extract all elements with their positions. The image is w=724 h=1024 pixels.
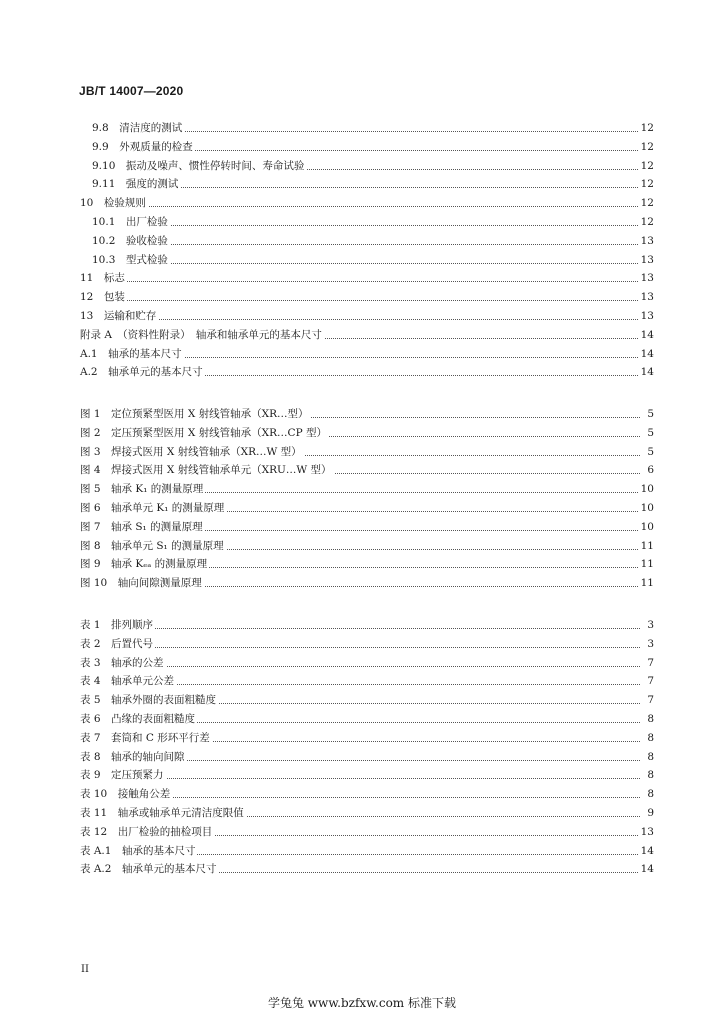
toc-entry-page: 5 [647, 445, 654, 458]
toc-entry-page: 8 [647, 788, 654, 801]
toc-entry-label: 表 3 轴承的公差 [80, 656, 164, 669]
toc-section-entry[interactable] [0, 195, 724, 211]
toc-table-entry[interactable] [0, 805, 724, 821]
toc-entry-label: 表 1 排列顺序 [80, 619, 154, 631]
toc-entry-label: 图 6 轴承单元 K₁ 的测量原理 [80, 502, 225, 514]
toc-entry-page: 12 [640, 140, 654, 153]
toc-entry-page: 13 [640, 272, 654, 285]
toc-entry-label: 表 12 出厂检验的抽检项目 [80, 825, 213, 838]
toc-entry-page: 10 [640, 520, 654, 533]
toc-table-entry[interactable] [0, 692, 724, 708]
toc-entry-page: 12 [640, 178, 654, 191]
toc-entry-label: 表 A.2 轴承单元的基本尺寸 [80, 863, 217, 876]
toc-entry-label: 9.10 振动及噪声、惯性停转时间、寿命试验 [92, 159, 305, 172]
toc-section-entry[interactable] [0, 158, 724, 174]
toc-entry-page: 13 [640, 291, 654, 304]
toc-section-entry[interactable] [0, 233, 724, 249]
toc-entry-page: 14 [640, 328, 654, 341]
dot-leader [92, 244, 640, 245]
toc-entry-label: 图 10 轴向间隙测量原理 [80, 577, 202, 590]
toc-figure-entry[interactable] [0, 462, 724, 478]
toc-entry-page: 14 [640, 347, 654, 360]
toc-section-entry[interactable] [0, 308, 724, 324]
watermark-footer: 学兔兔 www.bzfxw.com 标准下载 [267, 996, 457, 1010]
toc-entry-label: 10.3 型式检验 [92, 253, 168, 266]
toc-section-entry[interactable] [0, 120, 724, 136]
toc-table-entry[interactable] [0, 655, 724, 671]
toc-table-entry[interactable] [0, 861, 724, 877]
toc-entry-page: 8 [647, 750, 654, 763]
toc-entry-page: 14 [640, 366, 654, 379]
toc-entry-label: A.1 轴承的基本尺寸 [80, 347, 182, 360]
toc-entry-label: 表 8 轴承的轴向间隙 [80, 750, 185, 763]
toc-entry-page: 10 [640, 502, 654, 514]
toc-entry-page: 13 [640, 253, 654, 266]
toc-entry-label: A.2 轴承单元的基本尺寸 [80, 366, 203, 379]
toc-entry-label: 表 4 轴承单元公差 [80, 675, 175, 688]
toc-figure-entry[interactable] [0, 444, 724, 460]
toc-table-entry[interactable] [0, 843, 724, 859]
toc-entry-label: 12 包装 [80, 291, 125, 304]
toc-entry-label: 9.9 外观质量的检查 [92, 140, 193, 153]
toc-entry-page: 7 [647, 694, 654, 707]
toc-section-entry[interactable] [0, 346, 724, 362]
toc-table-entry[interactable] [0, 786, 724, 802]
toc-entry-label: 表 A.1 轴承的基本尺寸 [80, 844, 196, 857]
toc-entry-label: 表 11 轴承或轴承单元清洁度限值 [80, 807, 244, 819]
toc-entry-page: 9 [647, 807, 654, 819]
toc-entry-label: 10 检验规则 [80, 197, 146, 210]
toc-table-entry[interactable] [0, 617, 724, 633]
toc-entry-page: 11 [640, 577, 654, 590]
dot-leader [80, 281, 640, 282]
toc-figure-entry[interactable] [0, 425, 724, 441]
toc-entry-page: 11 [640, 558, 654, 571]
toc-section-entry[interactable] [0, 289, 724, 305]
toc-entry-page: 12 [640, 216, 654, 228]
toc-entry-page: 3 [647, 619, 654, 631]
toc-section-entry[interactable] [0, 364, 724, 380]
toc-entry-page: 12 [640, 197, 654, 210]
dot-leader [80, 206, 640, 207]
toc-entry-page: 3 [647, 637, 654, 650]
toc-table-entry[interactable] [0, 767, 724, 783]
toc-entry-page: 5 [647, 408, 654, 420]
toc-entry-page: 8 [647, 769, 654, 782]
toc-entry-label: 图 8 轴承单元 S₁ 的测量原理 [80, 539, 224, 552]
toc-entry-label: 图 2 定压预紧型医用 X 射线管轴承（XR…CP 型） [80, 426, 327, 439]
toc-entry-page: 10 [640, 483, 654, 496]
toc-figure-entry[interactable] [0, 406, 724, 422]
toc-entry-page: 14 [640, 844, 654, 857]
toc-entry-label: 表 10 接触角公差 [80, 788, 171, 801]
toc-table-entry[interactable] [0, 730, 724, 746]
toc-table-entry[interactable] [0, 711, 724, 727]
toc-entry-label: 表 7 套筒和 C 形环平行差 [80, 731, 210, 744]
toc-section-entry[interactable] [0, 214, 724, 230]
toc-section-entry[interactable] [0, 270, 724, 286]
toc-figure-entry[interactable] [0, 481, 724, 497]
toc-figure-entry[interactable] [0, 538, 724, 554]
toc-section-entry[interactable] [0, 327, 724, 343]
toc-entry-label: 9.11 强度的测试 [92, 178, 179, 191]
toc-figure-entry[interactable] [0, 519, 724, 535]
toc-entry-label: 11 标志 [80, 272, 125, 285]
toc-entry-label: 图 1 定位预紧型医用 X 射线管轴承（XR…型） [80, 408, 309, 420]
toc-section-entry[interactable] [0, 176, 724, 192]
toc-entry-page: 13 [640, 234, 654, 247]
dot-leader [80, 319, 640, 320]
document-code: JB/T 14007—2020 [79, 84, 184, 98]
toc-entry-page: 14 [640, 863, 654, 876]
toc-entry-label: 图 3 焊接式医用 X 射线管轴承（XR…W 型） [80, 445, 302, 458]
toc-entry-label: 表 2 后置代号 [80, 637, 154, 650]
toc-entry-page: 8 [647, 713, 654, 725]
toc-entry-label: 13 运输和贮存 [80, 310, 157, 322]
toc-entry-label: 10.1 出厂检验 [92, 216, 168, 228]
toc-entry-page: 7 [647, 656, 654, 669]
page-number: II [81, 964, 89, 975]
toc-table-entry[interactable] [0, 824, 724, 840]
toc-entry-label: 10.2 验收检验 [92, 234, 168, 247]
toc-entry-label: 表 9 定压预紧力 [80, 769, 164, 782]
toc-figure-entry[interactable] [0, 575, 724, 591]
toc-entry-page: 6 [647, 464, 654, 477]
toc-figure-entry[interactable] [0, 556, 724, 572]
dot-leader [80, 300, 640, 301]
toc-table-entry[interactable] [0, 749, 724, 765]
toc-entry-label: 图 4 焊接式医用 X 射线管轴承单元（XRU…W 型） [80, 464, 332, 477]
toc-table-entry[interactable] [0, 636, 724, 652]
toc-entry-label: 9.8 清洁度的测试 [92, 122, 183, 134]
dot-leader [80, 647, 640, 648]
toc-entry-page: 8 [647, 731, 654, 744]
toc-entry-page: 7 [647, 675, 654, 688]
toc-entry-page: 11 [640, 539, 654, 552]
toc-entry-label: 图 7 轴承 S₁ 的测量原理 [80, 520, 203, 533]
dot-leader [92, 263, 640, 264]
dot-leader [92, 225, 640, 226]
toc-section-entry[interactable] [0, 252, 724, 268]
toc-entry-label: 表 5 轴承外圈的表面粗糙度 [80, 694, 217, 707]
toc-entry-page: 5 [647, 426, 654, 439]
toc-entry-label: 附录 A （资料性附录） 轴承和轴承单元的基本尺寸 [80, 328, 322, 341]
toc-section-entry[interactable] [0, 139, 724, 155]
toc-entry-page: 13 [640, 310, 654, 322]
toc-entry-label: 图 9 轴承 Kₑₐ 的测量原理 [80, 558, 208, 571]
toc-entry-page: 12 [640, 159, 654, 172]
toc-entry-label: 表 6 凸缘的表面粗糙度 [80, 713, 196, 725]
toc-entry-page: 12 [640, 122, 654, 134]
dot-leader [80, 628, 640, 629]
toc-figure-entry[interactable] [0, 500, 724, 516]
toc-entry-page: 13 [640, 825, 654, 838]
toc-entry-label: 图 5 轴承 K₁ 的测量原理 [80, 483, 204, 496]
toc-table-entry[interactable] [0, 673, 724, 689]
